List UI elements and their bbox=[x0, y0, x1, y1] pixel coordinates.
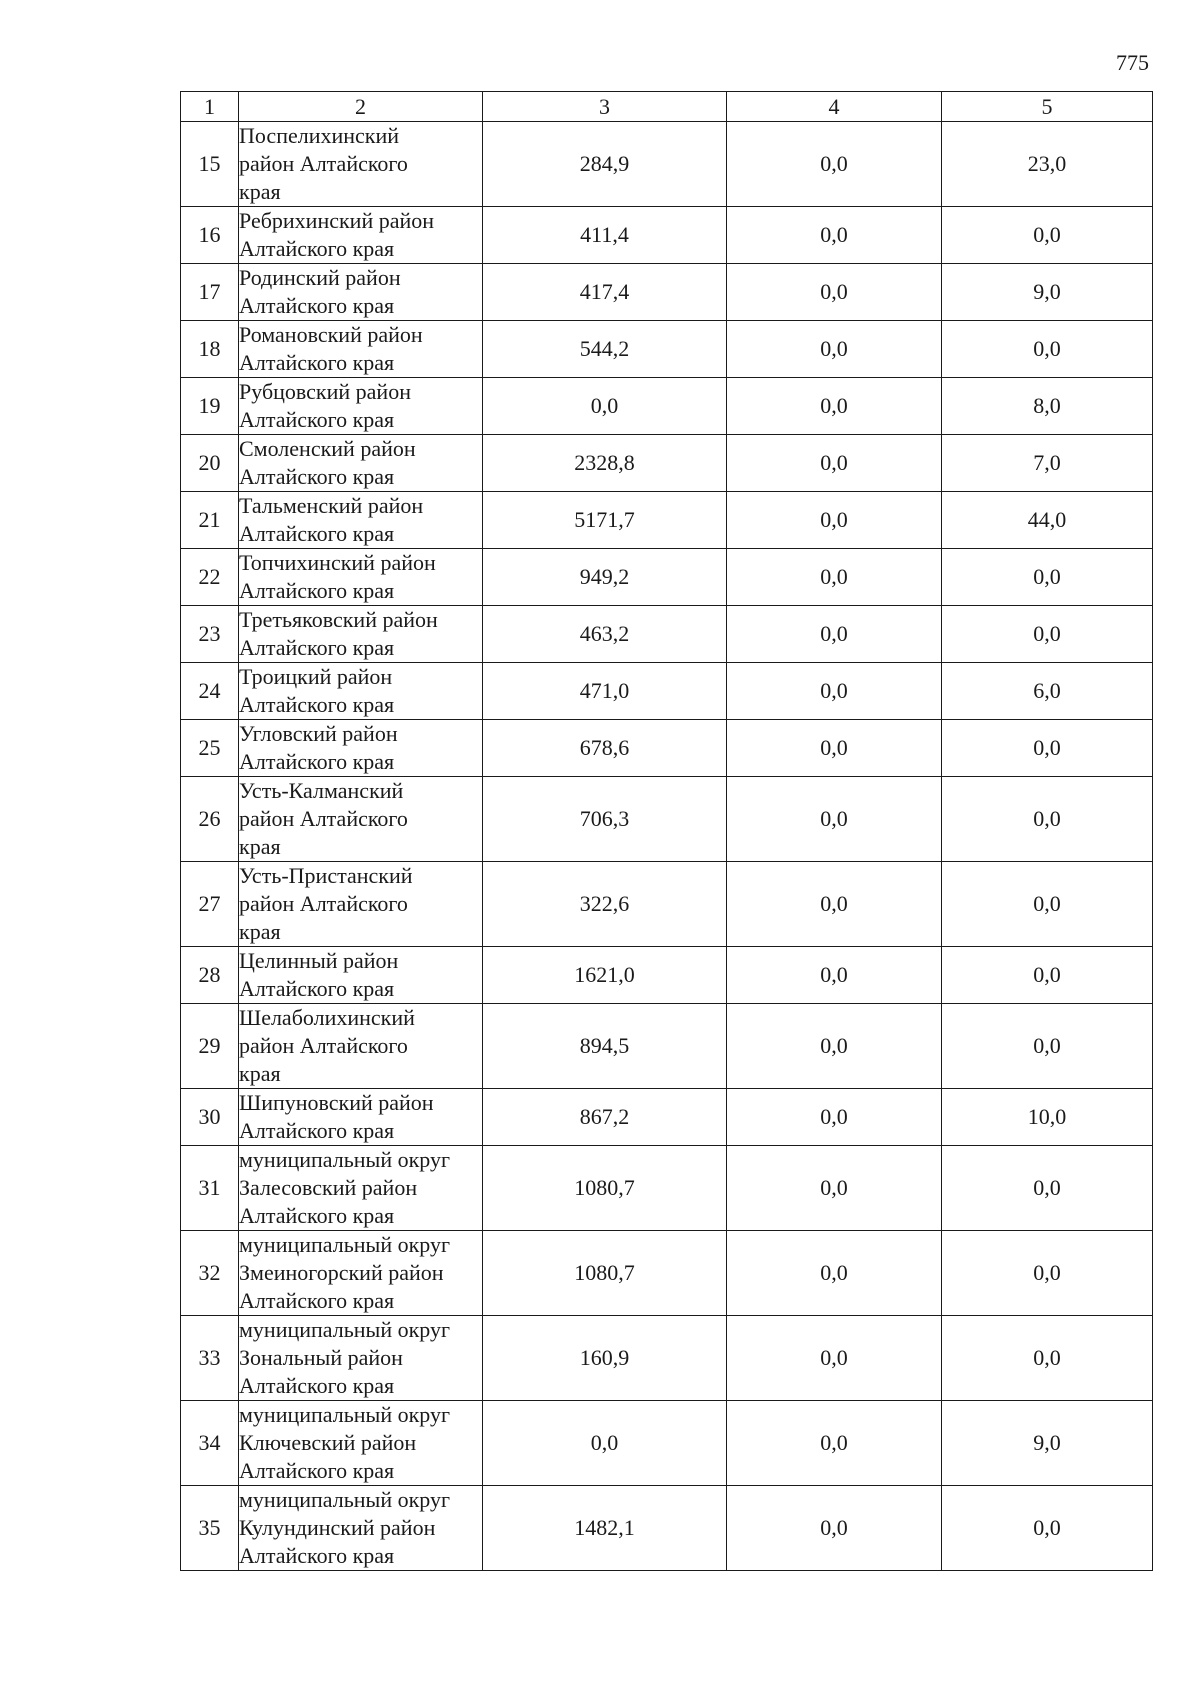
column-4-value-cell: 0,0 bbox=[727, 862, 942, 947]
column-4-value-cell: 0,0 bbox=[727, 606, 942, 663]
column-3-value-cell: 1080,7 bbox=[483, 1146, 727, 1231]
column-5-value-cell: 0,0 bbox=[942, 321, 1153, 378]
column-3-value-cell: 5171,7 bbox=[483, 492, 727, 549]
column-4-value-cell: 0,0 bbox=[727, 549, 942, 606]
district-name-cell: Усть-Калманский район Алтайского края bbox=[239, 777, 483, 862]
district-name-cell: Усть-Пристанский район Алтайского края bbox=[239, 862, 483, 947]
column-4-value-cell: 0,0 bbox=[727, 1004, 942, 1089]
table-row bbox=[181, 378, 1153, 435]
district-name-cell: Романовский район Алтайского края bbox=[239, 321, 483, 378]
table-row bbox=[181, 1401, 1153, 1486]
column-3-value-cell: 1080,7 bbox=[483, 1231, 727, 1316]
table-row bbox=[181, 1316, 1153, 1401]
column-4-value-cell: 0,0 bbox=[727, 492, 942, 549]
column-3-value-cell: 322,6 bbox=[483, 862, 727, 947]
column-5-value-cell: 0,0 bbox=[942, 1316, 1153, 1401]
district-name-cell: Топчихинский район Алтайского края bbox=[239, 549, 483, 606]
column-3-value-cell: 284,9 bbox=[483, 122, 727, 207]
column-4-value-cell: 0,0 bbox=[727, 663, 942, 720]
column-4-value-cell: 0,0 bbox=[727, 1231, 942, 1316]
table-row bbox=[181, 435, 1153, 492]
column-5-value-cell: 0,0 bbox=[942, 1146, 1153, 1231]
table-row bbox=[181, 321, 1153, 378]
column-header: 4 bbox=[727, 92, 942, 122]
column-5-value-cell: 0,0 bbox=[942, 862, 1153, 947]
column-5-value-cell: 9,0 bbox=[942, 264, 1153, 321]
column-5-value-cell: 10,0 bbox=[942, 1089, 1153, 1146]
column-4-value-cell: 0,0 bbox=[727, 1316, 942, 1401]
district-name-cell: Смоленский район Алтайского края bbox=[239, 435, 483, 492]
district-name-cell: Шелаболихинский район Алтайского края bbox=[239, 1004, 483, 1089]
column-5-value-cell: 0,0 bbox=[942, 207, 1153, 264]
column-4-value-cell: 0,0 bbox=[727, 321, 942, 378]
column-3-value-cell: 471,0 bbox=[483, 663, 727, 720]
row-number-cell: 29 bbox=[181, 1004, 239, 1089]
row-number-cell: 25 bbox=[181, 720, 239, 777]
row-number-cell: 23 bbox=[181, 606, 239, 663]
row-number-cell: 33 bbox=[181, 1316, 239, 1401]
row-number-cell: 34 bbox=[181, 1401, 239, 1486]
column-3-value-cell: 894,5 bbox=[483, 1004, 727, 1089]
column-3-value-cell: 417,4 bbox=[483, 264, 727, 321]
table-row bbox=[181, 862, 1153, 947]
column-3-value-cell: 867,2 bbox=[483, 1089, 727, 1146]
table-body bbox=[181, 92, 1153, 1571]
district-name-cell: Шипуновский район Алтайского края bbox=[239, 1089, 483, 1146]
row-number-cell: 19 bbox=[181, 378, 239, 435]
column-3-value-cell: 463,2 bbox=[483, 606, 727, 663]
column-5-value-cell: 6,0 bbox=[942, 663, 1153, 720]
column-4-value-cell: 0,0 bbox=[727, 378, 942, 435]
table-row bbox=[181, 264, 1153, 321]
column-4-value-cell: 0,0 bbox=[727, 1146, 942, 1231]
column-5-value-cell: 0,0 bbox=[942, 1004, 1153, 1089]
district-name-cell: Третьяковский район Алтайского края bbox=[239, 606, 483, 663]
district-name-cell: Родинский район Алтайского края bbox=[239, 264, 483, 321]
column-4-value-cell: 0,0 bbox=[727, 777, 942, 862]
row-number-cell: 30 bbox=[181, 1089, 239, 1146]
column-4-value-cell: 0,0 bbox=[727, 435, 942, 492]
table-row bbox=[181, 1146, 1153, 1231]
column-5-value-cell: 0,0 bbox=[942, 777, 1153, 862]
column-5-value-cell: 9,0 bbox=[942, 1401, 1153, 1486]
table-row bbox=[181, 1231, 1153, 1316]
district-name-cell: Троицкий район Алтайского края bbox=[239, 663, 483, 720]
page-number: 775 bbox=[1116, 50, 1149, 75]
table-row bbox=[181, 492, 1153, 549]
column-5-value-cell: 0,0 bbox=[942, 720, 1153, 777]
district-name-cell: Рубцовский район Алтайского края bbox=[239, 378, 483, 435]
table-row bbox=[181, 947, 1153, 1004]
table-row bbox=[181, 207, 1153, 264]
column-4-value-cell: 0,0 bbox=[727, 1089, 942, 1146]
district-name-cell: Тальменский район Алтайского края bbox=[239, 492, 483, 549]
row-number-cell: 21 bbox=[181, 492, 239, 549]
column-3-value-cell: 0,0 bbox=[483, 1401, 727, 1486]
table-row bbox=[181, 1486, 1153, 1571]
row-number-cell: 24 bbox=[181, 663, 239, 720]
row-number-cell: 15 bbox=[181, 122, 239, 207]
column-4-value-cell: 0,0 bbox=[727, 947, 942, 1004]
column-5-value-cell: 0,0 bbox=[942, 549, 1153, 606]
column-4-value-cell: 0,0 bbox=[727, 207, 942, 264]
district-name-cell: Ребрихинский район Алтайского края bbox=[239, 207, 483, 264]
row-number-cell: 32 bbox=[181, 1231, 239, 1316]
row-number-cell: 35 bbox=[181, 1486, 239, 1571]
column-3-value-cell: 1482,1 bbox=[483, 1486, 727, 1571]
column-3-value-cell: 2328,8 bbox=[483, 435, 727, 492]
column-header: 5 bbox=[942, 92, 1153, 122]
column-header: 1 bbox=[181, 92, 239, 122]
column-3-value-cell: 949,2 bbox=[483, 549, 727, 606]
table-header-row bbox=[181, 92, 1153, 122]
column-4-value-cell: 0,0 bbox=[727, 1486, 942, 1571]
column-3-value-cell: 706,3 bbox=[483, 777, 727, 862]
row-number-cell: 17 bbox=[181, 264, 239, 321]
row-number-cell: 28 bbox=[181, 947, 239, 1004]
column-4-value-cell: 0,0 bbox=[727, 122, 942, 207]
district-name-cell: Поспелихинский район Алтайского края bbox=[239, 122, 483, 207]
row-number-cell: 31 bbox=[181, 1146, 239, 1231]
column-5-value-cell: 7,0 bbox=[942, 435, 1153, 492]
column-3-value-cell: 160,9 bbox=[483, 1316, 727, 1401]
column-5-value-cell: 44,0 bbox=[942, 492, 1153, 549]
district-name-cell: Угловский район Алтайского края bbox=[239, 720, 483, 777]
column-header: 2 bbox=[239, 92, 483, 122]
district-name-cell: муниципальный округ Кулундинский район Алтайского края bbox=[239, 1486, 483, 1571]
column-3-value-cell: 411,4 bbox=[483, 207, 727, 264]
table-row bbox=[181, 549, 1153, 606]
column-4-value-cell: 0,0 bbox=[727, 720, 942, 777]
row-number-cell: 26 bbox=[181, 777, 239, 862]
row-number-cell: 20 bbox=[181, 435, 239, 492]
row-number-cell: 16 bbox=[181, 207, 239, 264]
column-header: 3 bbox=[483, 92, 727, 122]
row-number-cell: 22 bbox=[181, 549, 239, 606]
data-table bbox=[180, 91, 1153, 1571]
column-3-value-cell: 678,6 bbox=[483, 720, 727, 777]
column-4-value-cell: 0,0 bbox=[727, 264, 942, 321]
column-3-value-cell: 0,0 bbox=[483, 378, 727, 435]
table-row bbox=[181, 663, 1153, 720]
column-4-value-cell: 0,0 bbox=[727, 1401, 942, 1486]
district-name-cell: муниципальный округ Залесовский район Алтайского края bbox=[239, 1146, 483, 1231]
column-5-value-cell: 0,0 bbox=[942, 606, 1153, 663]
column-5-value-cell: 8,0 bbox=[942, 378, 1153, 435]
table-row bbox=[181, 720, 1153, 777]
table-row bbox=[181, 606, 1153, 663]
district-name-cell: муниципальный округ Ключевский район Алтайского края bbox=[239, 1401, 483, 1486]
district-name-cell: муниципальный округ Змеиногорский район Алтайского края bbox=[239, 1231, 483, 1316]
column-5-value-cell: 0,0 bbox=[942, 1486, 1153, 1571]
table-row bbox=[181, 1004, 1153, 1089]
column-3-value-cell: 1621,0 bbox=[483, 947, 727, 1004]
column-5-value-cell: 0,0 bbox=[942, 1231, 1153, 1316]
table-row bbox=[181, 777, 1153, 862]
column-3-value-cell: 544,2 bbox=[483, 321, 727, 378]
table-row bbox=[181, 1089, 1153, 1146]
row-number-cell: 27 bbox=[181, 862, 239, 947]
table-row bbox=[181, 122, 1153, 207]
district-name-cell: Целинный район Алтайского края bbox=[239, 947, 483, 1004]
district-name-cell: муниципальный округ Зональный район Алтайского края bbox=[239, 1316, 483, 1401]
column-5-value-cell: 0,0 bbox=[942, 947, 1153, 1004]
row-number-cell: 18 bbox=[181, 321, 239, 378]
column-5-value-cell: 23,0 bbox=[942, 122, 1153, 207]
